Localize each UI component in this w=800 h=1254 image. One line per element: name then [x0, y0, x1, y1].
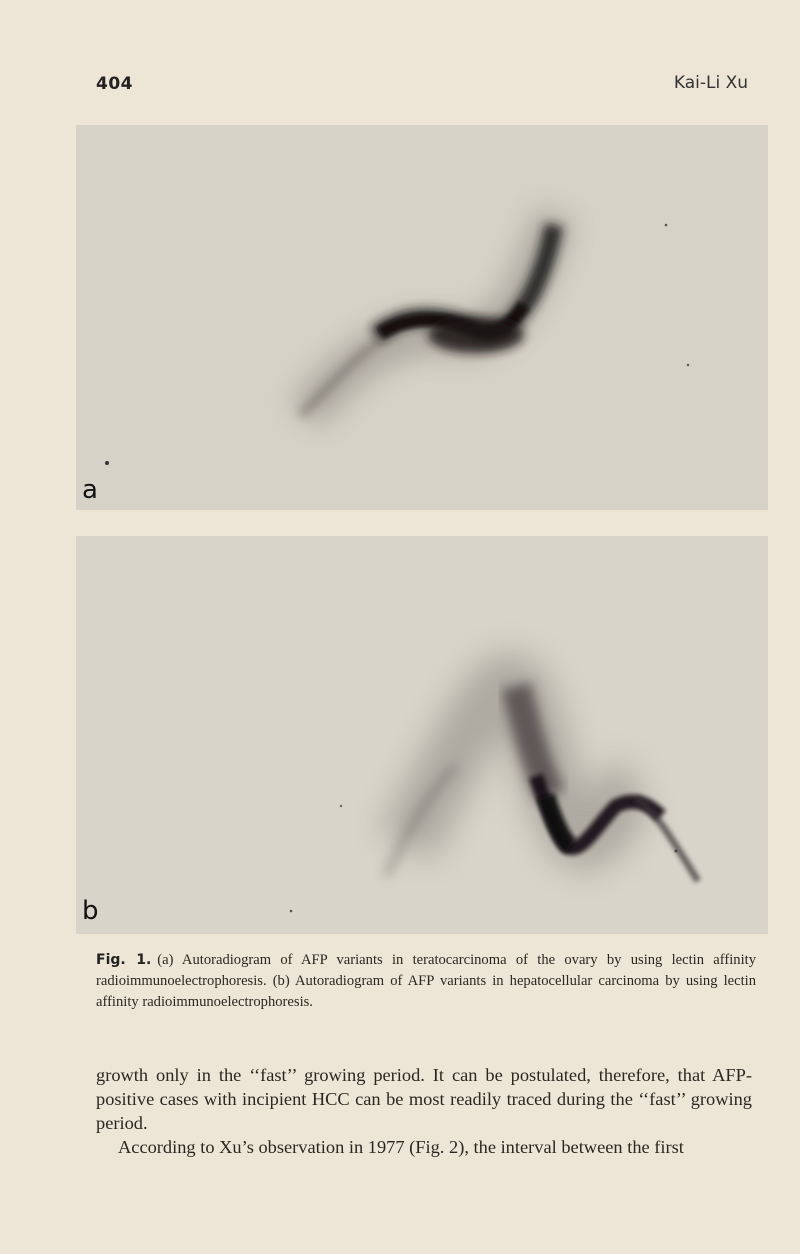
- page-number: 404: [96, 74, 133, 94]
- body-paragraph-1: growth only in the ‘‘fast’’ growing period. It can be postulated, therefore, that AFP-positive cases with incipient HCC can be most readily traced during the ‘‘fast’’ growing period.: [96, 1065, 752, 1133]
- figure-panel-a: [76, 125, 768, 510]
- figure-caption-label: Fig. 1.: [96, 952, 152, 968]
- figure-caption-text: (a) Autoradiogram of AFP variants in teratocarcinoma of the ovary by using lectin affinity radioimmunoelectrophoresis. (b) Autoradiogram of AFP variants in hepatocellular carcinoma by using lectin affinity radioimmunoelectrophoresis.: [96, 952, 756, 1010]
- figure-panel-b: [76, 536, 768, 934]
- panel-label-b: b: [82, 896, 99, 926]
- running-head: Kai-Li Xu: [673, 73, 748, 93]
- body-paragraph-2: According to Xu’s observation in 1977 (Fig. 2), the interval between the first: [118, 1137, 684, 1157]
- panel-label-a: a: [82, 475, 98, 505]
- figure-caption: [96, 950, 756, 1013]
- autoradiogram-a-image: [76, 125, 768, 510]
- body-text: [96, 1063, 752, 1159]
- autoradiogram-b-image: [76, 536, 768, 934]
